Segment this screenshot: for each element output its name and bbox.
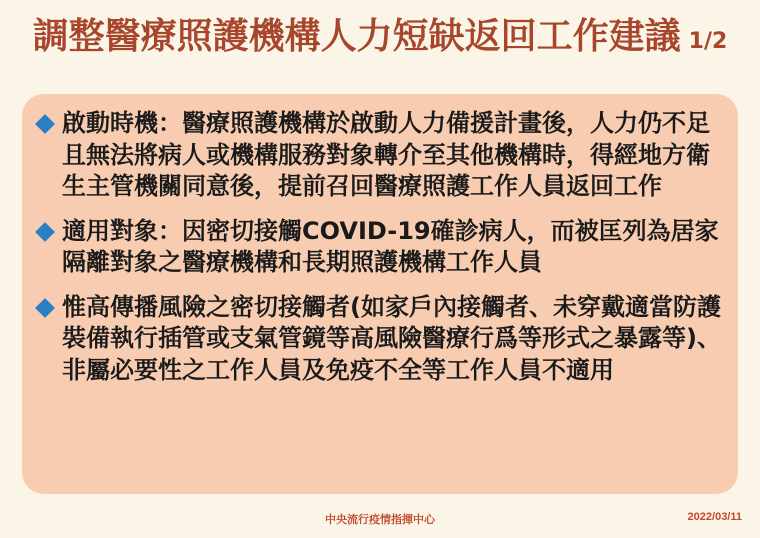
bullet-text: 適用對象：因密切接觸COVID-19確診病人，而被匡列為居家隔離對象之醫療機構和長期照護機構工作人員 [62,216,719,276]
page-title [0,12,760,67]
footer-organization: 中央流行疫情指揮中心 [325,513,435,526]
page-indicator: 1/2 [688,29,728,54]
bullet-text: 惟高傳播風險之密切接觸者(如家戶內接觸者、未穿戴適當防護裝備執行插管或支氣管鏡等高風險醫療行爲等形式之暴露等)、非屬必要性之工作人員及免疫不全等工作人員不適用 [62,292,721,384]
bullet-item-activation-timing [34,108,724,203]
footer-date: 2022/03/11 [687,511,742,523]
diamond-bullet-icon [35,222,55,242]
bullet-item-applicable-targets [34,216,724,279]
diamond-bullet-icon [35,298,55,318]
title-text: 調整醫療照護機構人力短缺返回工作建議 [32,16,681,57]
bullet-list [34,108,724,399]
diamond-bullet-icon [35,114,55,134]
bullet-item-exclusions [34,292,724,387]
bullet-text: 啟動時機：醫療照護機構於啟動人力備援計畫後，人力仍不足且無法將病人或機構服務對象轉介至其他機構時，得經地方衛生主管機關同意後，提前召回醫療照護工作人員返回工作 [62,109,710,200]
